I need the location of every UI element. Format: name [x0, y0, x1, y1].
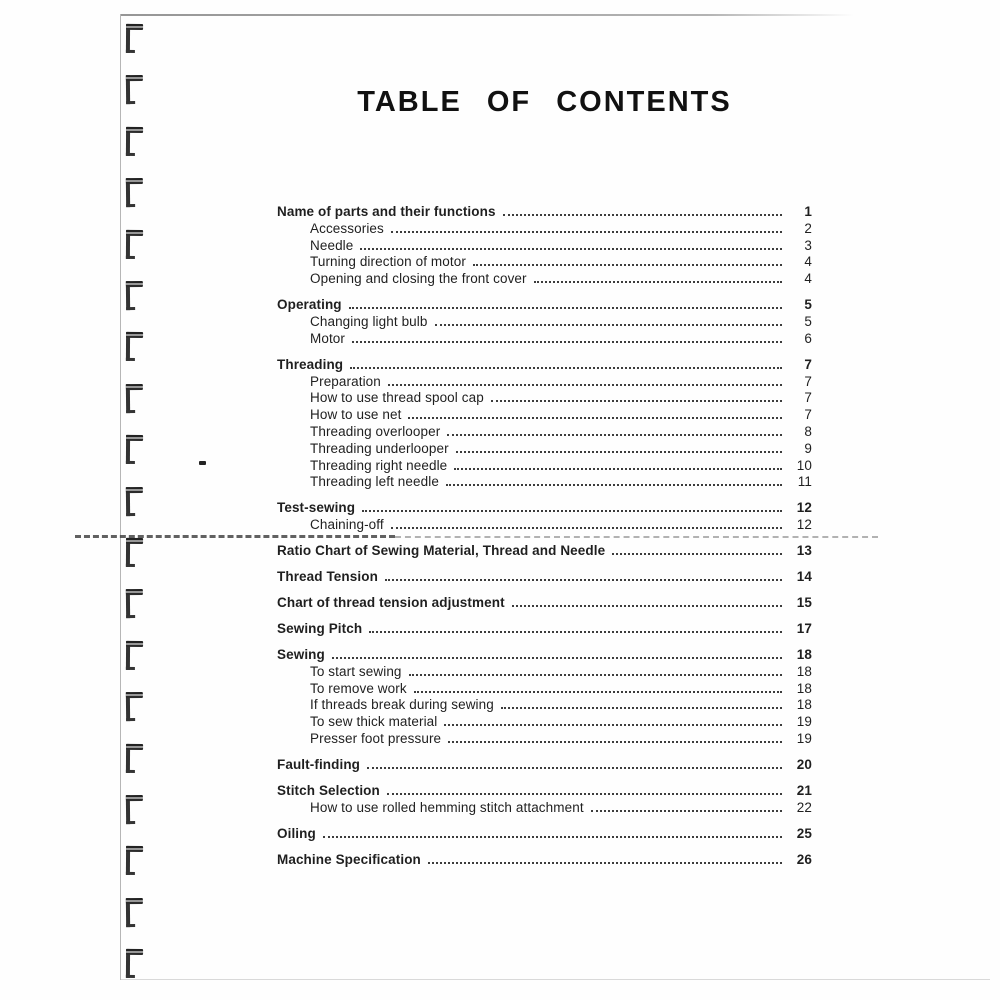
binding-hole: [126, 589, 147, 618]
toc-page-number: 13: [796, 543, 812, 559]
toc-entry: [277, 757, 812, 774]
toc-page-number: 15: [796, 595, 812, 611]
toc-dot-leader: [428, 861, 782, 864]
toc-entry-label: Name of parts and their functions: [277, 204, 496, 219]
toc-entry: [277, 424, 812, 441]
toc-page-number: 1: [804, 204, 812, 219]
toc-page-number: 9: [804, 440, 812, 456]
toc-entry: [277, 826, 812, 843]
binding-hole: [126, 486, 147, 515]
toc-entry-label: Threading underlooper: [310, 440, 449, 456]
toc-entry-label: Turning direction of motor: [310, 254, 466, 270]
binding-hole: [126, 178, 147, 207]
toc-dot-leader: [503, 213, 782, 216]
toc-entry-label: To sew thick material: [310, 714, 438, 730]
toc-page-number: 18: [796, 697, 812, 713]
toc-page-number: 18: [796, 680, 812, 696]
toc-entry-label: Machine Specification: [277, 851, 421, 867]
toc-page-number: 17: [796, 621, 812, 637]
toc-entry: [277, 204, 812, 221]
toc-dot-leader: [350, 366, 782, 369]
toc-page-number: 19: [796, 731, 812, 747]
toc-dot-leader: [446, 483, 782, 486]
toc-entry-label: Threading right needle: [310, 457, 448, 473]
toc-entry: [277, 681, 812, 698]
toc-page-number: 7: [804, 356, 812, 372]
toc-page-number: 7: [804, 390, 812, 406]
toc-page-number: 11: [797, 474, 812, 490]
binding-hole: [126, 692, 147, 721]
toc-page-number: 19: [796, 714, 812, 730]
toc-dot-leader: [391, 526, 782, 529]
binding-hole: [126, 24, 147, 53]
toc-entry-label: Thread Tension: [277, 569, 378, 585]
toc-entry-label: Test-sewing: [277, 500, 356, 516]
toc-page-number: 20: [796, 757, 812, 772]
scan-fold-line-artifact: [75, 535, 395, 538]
toc-entry: [277, 221, 812, 238]
toc-entry: [277, 314, 812, 331]
toc-entry-label: How to use net: [310, 407, 402, 423]
toc-entry: [277, 500, 812, 517]
binding-hole: [126, 332, 147, 361]
toc-dot-leader: [409, 673, 782, 676]
toc-dot-leader: [456, 450, 782, 453]
binding-hole: [126, 75, 147, 104]
toc-entry-label: Motor: [310, 330, 346, 346]
toc-entry: [277, 647, 812, 664]
toc-entry-label: Opening and closing the front cover: [310, 271, 527, 287]
toc-entry: [277, 331, 812, 348]
binding-hole: [126, 127, 147, 156]
scan-fold-line-artifact-light: [395, 536, 878, 538]
toc-dot-leader: [447, 433, 782, 436]
toc-dot-leader: [332, 656, 782, 659]
toc-entry-label: To start sewing: [310, 663, 402, 679]
toc-page-number: 7: [804, 407, 812, 423]
toc-entry-label: Oiling: [277, 825, 316, 841]
toc-entry: [277, 441, 812, 458]
toc-entry: [277, 569, 812, 586]
toc-entry: [277, 783, 812, 800]
toc-entry: [277, 621, 812, 638]
toc-page-number: 26: [796, 851, 812, 867]
toc-entry: [277, 543, 812, 560]
toc-page-number: 5: [804, 297, 812, 313]
toc-dot-leader: [349, 306, 782, 309]
toc-entry: [277, 517, 812, 534]
binding-hole: [126, 744, 147, 773]
toc-dot-leader: [369, 630, 782, 633]
toc-entry: [277, 374, 812, 391]
toc-page-number: 18: [796, 663, 812, 679]
toc-entry-label: Stitch Selection: [277, 782, 380, 798]
toc-entry: [277, 271, 812, 288]
binding-hole: [126, 949, 147, 978]
toc-entry: [277, 595, 812, 612]
binding-hole: [126, 384, 147, 413]
toc-page-number: 22: [796, 799, 812, 815]
toc-entry-label: How to use rolled hemming stitch attachment: [310, 799, 584, 815]
toc-dot-leader: [473, 263, 782, 266]
binding-hole: [126, 435, 147, 464]
toc-entry-label: Presser foot pressure: [310, 731, 442, 747]
toc-page-number: 2: [804, 220, 812, 236]
binding-hole: [126, 230, 147, 259]
toc-dot-leader: [362, 509, 782, 512]
toc-entry-label: How to use thread spool cap: [310, 390, 484, 406]
toc-page-number: 7: [804, 373, 812, 389]
toc-entry-label: To remove work: [310, 680, 407, 696]
toc-page-number: 12: [796, 517, 812, 533]
binding-hole: [126, 898, 147, 927]
toc-dot-leader: [501, 706, 782, 709]
binding-hole: [126, 281, 147, 310]
toc-dot-leader: [414, 690, 782, 693]
toc-entry: [277, 238, 812, 255]
binding-hole: [126, 846, 147, 875]
binding-hole: [126, 795, 147, 824]
page-edge-bottom: [121, 979, 990, 980]
toc-dot-leader: [367, 766, 782, 769]
toc-dot-leader: [612, 552, 782, 555]
binding-hole: [126, 641, 147, 670]
toc-entry: [277, 731, 812, 748]
toc-page-number: 6: [804, 330, 812, 346]
binding-hole: [126, 538, 147, 567]
toc-entry-label: Ratio Chart of Sewing Material, Thread and Needle: [277, 543, 606, 559]
toc-dot-leader: [454, 467, 782, 470]
toc-entry: [277, 474, 812, 491]
toc-entry: [277, 852, 812, 869]
toc-page-number: 25: [796, 825, 812, 841]
toc-entry-label: Accessories: [310, 220, 384, 236]
toc-entry-label: Threading: [277, 356, 344, 372]
toc-entry: [277, 297, 812, 314]
toc-dot-leader: [323, 835, 782, 838]
toc-entry: [277, 664, 812, 681]
toc-dot-leader: [360, 247, 782, 250]
toc-dot-leader: [491, 399, 782, 402]
toc-page-number: 5: [804, 313, 812, 329]
toc-dot-leader: [512, 604, 782, 607]
toc-page-number: 12: [796, 500, 812, 516]
toc-entry-label: Preparation: [310, 373, 381, 389]
toc-dot-leader: [385, 578, 782, 581]
toc-entry: [277, 357, 812, 374]
toc-entry-label: Chaining-off: [310, 517, 384, 533]
toc-page-number: 4: [804, 254, 812, 270]
toc-entry: [277, 254, 812, 271]
toc-dot-leader: [391, 230, 782, 233]
toc-page-number: 14: [796, 569, 812, 585]
scan-speck: [199, 461, 206, 465]
toc-entry-label: Chart of thread tension adjustment: [277, 595, 505, 611]
toc-entry: [277, 800, 812, 817]
toc-dot-leader: [448, 740, 782, 743]
toc-entry-label: Changing light bulb: [310, 313, 428, 329]
toc-dot-leader: [534, 280, 782, 283]
page-edge-left: [120, 14, 121, 980]
toc-entry-label: Needle: [310, 237, 354, 253]
toc-page-number: 8: [804, 423, 812, 439]
toc-dot-leader: [387, 792, 782, 795]
toc-page-number: 3: [804, 237, 812, 253]
toc-page-number: 4: [804, 271, 812, 287]
toc-dot-leader: [388, 383, 782, 386]
toc-dot-leader: [591, 809, 782, 812]
toc-entry: [277, 697, 812, 714]
toc-page-number: 21: [796, 782, 812, 798]
page-title: TABLE OF CONTENTS: [357, 86, 732, 118]
toc-entry-label: Operating: [277, 297, 342, 313]
toc-entry: [277, 458, 812, 475]
toc-entry: [277, 714, 812, 731]
toc-page-number: 10: [796, 457, 812, 473]
toc-entry-label: Fault-finding: [277, 757, 361, 772]
toc-entry-label: Threading left needle: [310, 474, 439, 490]
toc-entry: [277, 390, 812, 407]
toc-entry-label: If threads break during sewing: [310, 697, 494, 713]
toc-dot-leader: [352, 340, 782, 343]
toc-page-number: 18: [796, 647, 812, 663]
toc-dot-leader: [435, 323, 783, 326]
page-edge-top: [120, 14, 854, 16]
toc-dot-leader: [444, 723, 782, 726]
toc-entry-label: Sewing: [277, 647, 325, 663]
toc-entry-label: Threading overlooper: [310, 423, 441, 439]
toc-entry: [277, 407, 812, 424]
toc-entry-label: Sewing Pitch: [277, 621, 363, 637]
toc-dot-leader: [408, 416, 782, 419]
